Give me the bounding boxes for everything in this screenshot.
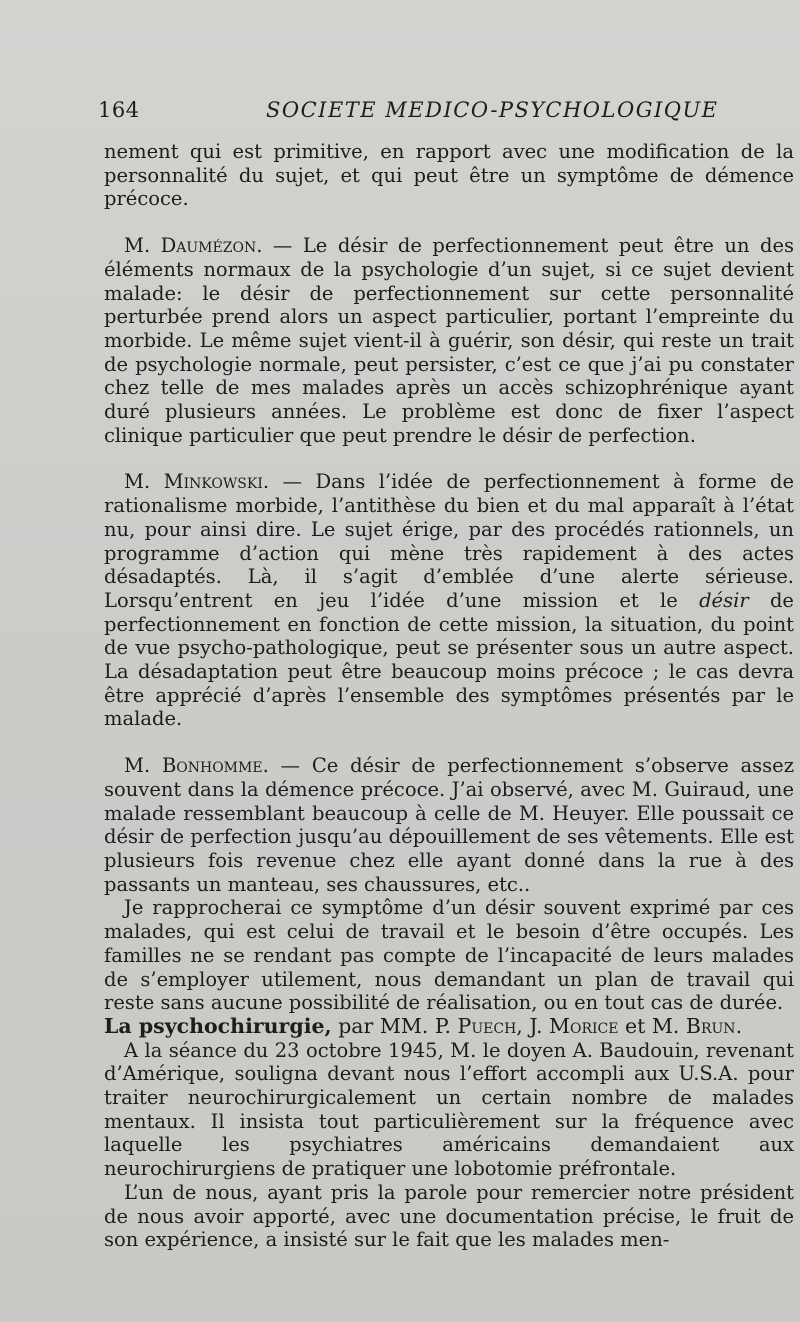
paragraph-text: nement qui est primitive, en rapport avec une modification de la personnalité du sujet, et qui peut être un symptôme de démence précoce. [104, 140, 794, 211]
paragraph-bonhomme [104, 754, 794, 896]
section-author: Puech [457, 1013, 517, 1038]
paragraph-text: L’un de nous, ayant pris la parole pour remercier notre président de nous avoir apporté, avec une documentation précise, le fruit de son expérience, a insisté sur le fait que les malades men- [104, 1180, 794, 1252]
paragraph-text: — Dans l’idée de perfectionnement à forme de rationalisme morbide, l’antithèse du bien et du mal apparaît à l’état nu, pour ainsi dire. Le sujet érige, par des procédés rationnels, un programme d’action qui mène très rapidement à des actes désadaptés. Là, il s’agit d’emblée d’une alerte sérieuse. Lorsqu’entrent en jeu l’idée d’une mission et le [104, 470, 794, 612]
section-end: . [735, 1013, 743, 1038]
speaker-name: M. Minkowski. [124, 470, 270, 494]
paragraph-text: Je rapprocherai ce symptôme d’un désir souvent exprimé par ces malades, qui est celui de travail et le besoin d’être occupés. Les familles ne se rendant pas compte de l’incapacité de leurs malades de s’employer utilement, nous demandant un plan de travail qui reste sans aucune possibilité de réalisation, ou en tout cas de durée. [104, 896, 794, 1015]
section-by: par MM. P. [331, 1013, 458, 1038]
section-author: Morice [548, 1013, 619, 1038]
page-number: 164 [98, 98, 140, 122]
section-heading [104, 1015, 794, 1039]
speaker-name: M. Bonhomme. [124, 754, 269, 778]
paragraph-continuation [104, 140, 794, 211]
paragraph-daumezon [104, 234, 794, 447]
paragraph-text: A la séance du 23 octobre 1945, M. le doyen A. Baudouin, revenant d’Amérique, souligna devant nous l’effort accompli aux U.S.A. pour traiter neurochirurgicalement un certain nombre de malades mentaux. Il insista tout particulièrement sur la fréquence avec laquelle les psychiatres américains demandaient aux neurochirurgiens de pratiquer une lobotomie préfrontale. [104, 1038, 794, 1181]
section-paragraph [104, 1181, 794, 1252]
section-separator: , J. [516, 1013, 549, 1038]
paragraph-text: de perfectionnement en fonction de cette mission, la situation, du point de vue psycho-pathologique, peut se présenter sous un autre aspect. La désadaptation peut être beaucoup moins précoce ; le cas devra être apprécié d’après l’ensemble des symptômes présentés par le malade. [104, 588, 794, 731]
section-title: La psychochirurgie, [104, 1013, 332, 1038]
paragraph-text: — Ce désir de perfectionnement s’observe assez souvent dans la démence précoce. J’ai observé, avec M. Guiraud, une malade ressemblant beaucoup à celle de M. Heuyer. Elle poussait ce désir de perfection jusqu’au dépouillement de ses vêtements. Elle est plusieurs fois revenue chez elle ayant donné dans la rue à des passants un manteau, ses chaussures, etc.. [104, 754, 795, 896]
section-author: Brun [685, 1013, 736, 1038]
section-paragraph [104, 1039, 794, 1181]
paragraph-minkowski [104, 470, 794, 731]
page-body [104, 140, 794, 1252]
speaker-name: M. Daumézon. [124, 234, 263, 258]
paragraph-text: — Le désir de perfectionnement peut être un des éléments normaux de la psychologie d’un sujet, si ce sujet devient malade: le désir de perfectionnement sur cette personnalité perturbée prend alors un aspect particulier, portant l’empreinte du morbide. Le même sujet vient-il à guérir, son désir, qui reste un trait de psychologie normale, peut persister, c’est ce que j’ai pu constater chez telle de mes malades après un accès schizophrénique ayant duré plusieurs années. Le problème est donc de fixer l’aspect clinique particulier que peut prendre le désir de perfection. [104, 234, 795, 447]
running-title: SOCIETE MEDICO-PSYCHOLOGIQUE [266, 98, 719, 122]
paragraph-bonhomme-continued [104, 896, 794, 1015]
section-separator: et M. [618, 1013, 686, 1038]
emphasis-word: désir [699, 588, 749, 612]
